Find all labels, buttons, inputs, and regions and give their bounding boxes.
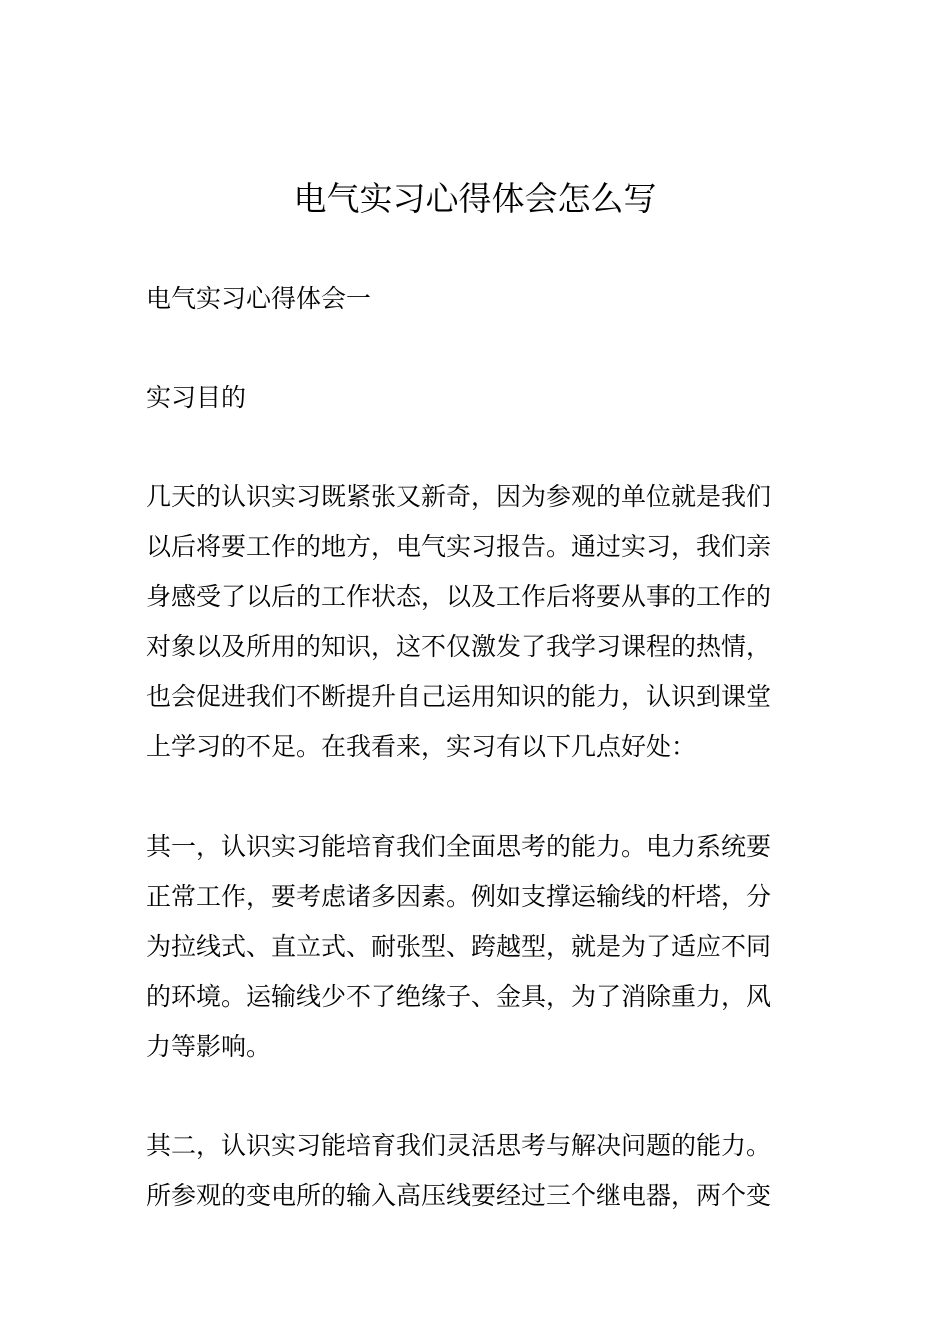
paragraph-line: 其一，认识实习能培育我们全面思考的能力。电力系统要: [146, 832, 772, 861]
paragraph-line: 为拉线式、直立式、耐张型、跨越型，就是为了适应不同: [146, 932, 772, 961]
paragraph-line: 身感受了以后的工作状态，以及工作后将要从事的工作的: [146, 582, 772, 611]
section-heading: 电气实习心得体会一: [146, 284, 372, 313]
paragraph-line: 也会促进我们不断提升自己运用知识的能力，认识到课堂: [146, 682, 772, 711]
document-title: 电气实习心得体会怎么写: [293, 179, 657, 218]
paragraph-line: 正常工作，要考虑诸多因素。例如支撑运输线的杆塔，分: [146, 882, 772, 911]
paragraph-line: 对象以及所用的知识，这不仅激发了我学习课程的热情，: [146, 632, 772, 661]
paragraph-line: 的环境。运输线少不了绝缘子、金具，为了消除重力，风: [146, 982, 772, 1011]
paragraph-line: 几天的认识实习既紧张又新奇，因为参观的单位就是我们: [146, 482, 772, 511]
paragraph-line: 其二，认识实习能培育我们灵活思考与解决问题的能力。: [146, 1131, 772, 1160]
subheading: 实习目的: [146, 383, 247, 412]
paragraph-line: 力等影响。: [146, 1032, 272, 1061]
paragraph-line: 所参观的变电所的输入高压线要经过三个继电器，两个变: [146, 1181, 772, 1210]
paragraph-line: 上学习的不足。在我看来，实习有以下几点好处：: [146, 732, 697, 761]
paragraph-line: 以后将要工作的地方，电气实习报告。通过实习，我们亲: [146, 532, 772, 561]
